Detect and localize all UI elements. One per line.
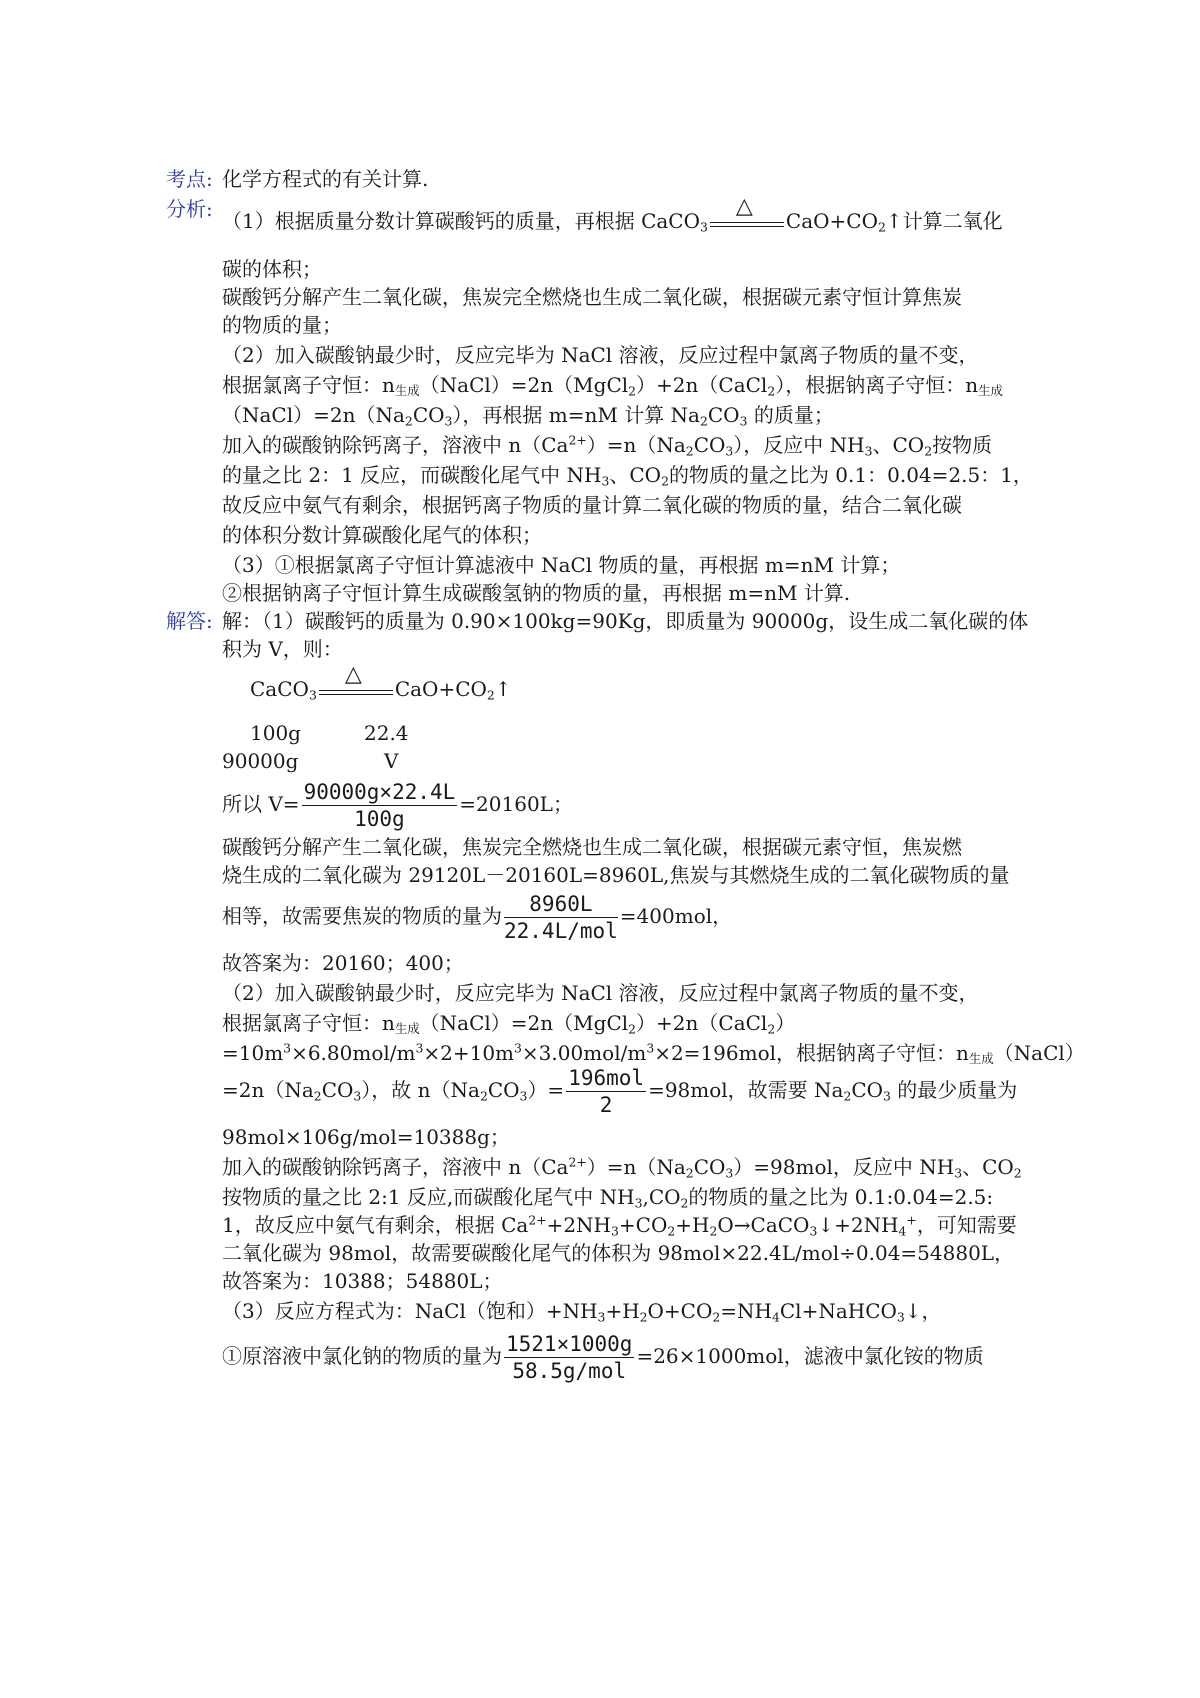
analysis-line-13: ②根据钠离子守恒计算生成碳酸氢钠的物质的量，再根据 m=nM 计算. (222, 581, 851, 605)
analysis-line-7: $(NaCl)=2n(Na_2CO_3)$，再根据 m=nM 计算 $Na_2CO_3$ 的质量； (222, 403, 834, 429)
label-fenxi: 分析: (166, 197, 213, 221)
analysis-line-11: 的体积分数计算碳酸化尾气的体积； (222, 523, 542, 547)
label-jieda: 解答: (166, 609, 213, 633)
solution-line-15: 二氧化碳为 98mol，故需要碳酸化尾气的体积为 98mol×22.4L/mol÷0.04=54880L， (222, 1241, 1015, 1265)
solution-line-11: 98mol×106g/mol=10388g； (222, 1125, 510, 1149)
solution-line-2: 积为 V，则： (222, 637, 343, 661)
analysis-line-3: 碳酸钙分解产生二氧化碳，焦炭完全燃烧也生成二氧化碳，根据碳元素守恒计算焦炭 (222, 285, 962, 309)
solution-line-8: 根据氯离子守恒：n生成（NaCl）=2n（MgCl$_2$）+2n（CaCl$_2$） (222, 1011, 796, 1037)
heat-condition-icon: △ (317, 678, 395, 704)
solution-line-14: 1，故反应中氨气有剩余，根据 $Ca^{2+}+2NH_3+CO_2+H_2O\to CaCO_3↓+2NH_4^+$，可知需要 (222, 1212, 1017, 1239)
kaodian-text: 化学方程式的有关计算. (222, 167, 429, 191)
answer-2: 故答案为：10388；54880L； (222, 1269, 503, 1293)
solution-line-13: 按物质的量之比 2:1 反应,而碳酸化尾气中 $NH_3,CO_2$的物质的量之比为 0.1:0.04=2.5: (222, 1185, 994, 1211)
solution-line-4: 烧生成的二氧化碳为 29120L－20160L=8960L,焦炭与其燃烧生成的二氧化碳物质的量 (222, 863, 1010, 887)
volume-formula: 所以 V= $\frac{90000g\times 22.4L}{100g}$ =20160L； (222, 780, 573, 831)
fraction: $\frac{1521\times 1000g}{\text{58.5g/mol}}$ (506, 1332, 633, 1383)
label-kaodian: 考点: (166, 167, 213, 191)
analysis-line-4: 的物质的量； (222, 313, 342, 337)
solution-line-7: （2）加入碳酸钠最少时，反应完毕为 NaCl 溶液，反应过程中氯离子物质的量不变， (222, 981, 979, 1005)
solution-line-18: ①原溶液中氯化钠的物质的量为 $\frac{1521\times 1000g}{\text{58.5g/mol}}$ =26×1000mol，滤液中氯化铵的物质 (222, 1332, 984, 1383)
coke-formula: 相等，故需要焦炭的物质的量为 $\frac{8960L}{\text{22.4L/mol}}$ =400mol， (222, 892, 733, 943)
ratio-row-1-col-1: 100g (250, 721, 301, 745)
answer-1: 故答案为：20160；400； (222, 951, 464, 975)
ratio-row-2-col-1: 90000g (222, 749, 299, 773)
solution-line-9: $=10m^3\times 6.80mol/m^3\times 2+10m^3\times 3.00mol/m^3\times 2=196mol$，根据钠离子守恒：n生成（NaCl） (222, 1040, 1085, 1067)
analysis-line-8: 加入的碳酸钠除钙离子，溶液中 $n(Ca^{2+})=n(Na_2CO_3)$，反应中 $NH_3$、$CO_2$按物质 (222, 432, 993, 459)
ratio-row-2-col-2: V (384, 749, 399, 773)
solution-line-1: 解：（1）碳酸钙的质量为 0.90×100kg=90Kg，即质量为 90000g，设生成二氧化碳的体 (222, 609, 1029, 633)
analysis-line-2: 碳的体积； (222, 257, 322, 281)
fraction: $\frac{8960L}{\text{22.4L/mol}}$ (504, 892, 618, 943)
analysis-line-10: 故反应中氨气有剩余，根据钙离子物质的量计算二氧化碳的物质的量，结合二氧化碳 (222, 493, 962, 517)
analysis-line-5: （2）加入碳酸钠最少时，反应完毕为 NaCl 溶液，反应过程中氯离子物质的量不变， (222, 343, 979, 367)
ratio-row-1-col-2: 22.4 (364, 721, 409, 745)
solution-line-17: （3）反应方程式为：NaCl（饱和）$+NH_3+H_2O+CO_2=NH_4Cl+NaHCO_3↓$， (222, 1299, 942, 1325)
analysis-line-6: 根据氯离子守恒：n生成（NaCl）=2n（MgCl$_2$）+2n（CaCl$_2$），根据钠离子守恒：n生成 (222, 373, 1003, 399)
analysis-line-1: （1）根据质量分数计算碳酸钙的质量，再根据 CaCO$_3$ △ $CaO+CO_2↑$计算二氧化 (222, 193, 1003, 235)
solution-line-3: 碳酸钙分解产生二氧化碳，焦炭完全燃烧也生成二氧化碳，根据碳元素守恒，焦炭燃 (222, 835, 962, 859)
reaction-equation: CaCO$_3$ △ $CaO+CO_2↑$ (250, 661, 512, 703)
sodium-carbonate-formula: $=2n(Na_2CO_3)$，故 $n(Na_2CO_3)=$ $\frac{\text{196mol}}{2}$ =98mol，故需要 $Na_2CO_3$ 的最少质量为 (222, 1066, 1018, 1117)
fraction: $\frac{\text{196mol}}{2}$ (568, 1066, 645, 1117)
solution-line-12: 加入的碳酸钠除钙离子，溶液中 $n(Ca^{2+})=n(Na_2CO_3)=98mol$，反应中 $NH_3$、$CO_2$ (222, 1154, 1022, 1181)
fraction: $\frac{90000g\times 22.4L}{100g}$ (303, 780, 456, 831)
heat-condition-icon: △ (708, 210, 786, 236)
analysis-line-9: 的量之比 2：1 反应，而碳酸化尾气中 $NH_3$、$CO_2$的物质的量之比为 0.1：0.04=2.5：1， (222, 463, 1033, 489)
analysis-line-12: （3）①根据氯离子守恒计算滤液中 NaCl 物质的量，再根据 m=nM 计算； (222, 553, 901, 577)
